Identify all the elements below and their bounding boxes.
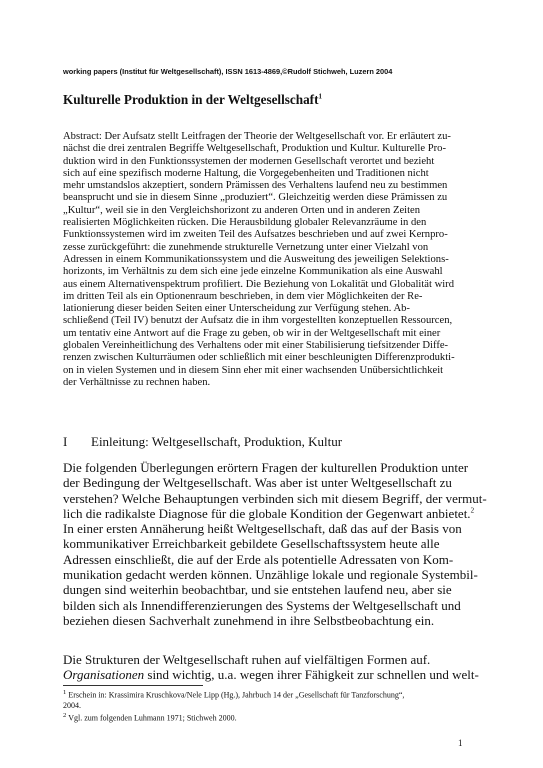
paragraph-1-line (63, 475, 481, 490)
abstract-line: Abstract: Der Aufsatz stellt Leitfragen der Theorie der Weltgesellschaft vor. Er erläutert zu- (63, 131, 451, 142)
footnote-1-text: Erschein in: Krassimira Kruschkova/Nele Lipp (Hg.), Jahrbuch 14 der „Gesellschaft für Tanzforschung“, (68, 690, 405, 700)
abstract-line: on in vielen Systemen und in diesem Sinn eher mit einer wachsenden Unübersichtlichkeit (63, 364, 444, 376)
title-text: Kulturelle Produktion in der Weltgesellschaft (63, 92, 319, 107)
paragraph-1-line-text: In einer ersten Annäherung heißt Weltgesellschaft, daß das auf der Basis von (63, 521, 462, 537)
abstract-line: horizonts, im Verhältnis zu dem sich eine jede einzelne Kommunikation als eine Auswahl (63, 266, 443, 278)
paragraph-1-line-text: Die folgenden Überlegungen erörtern Fragen der kulturellen Produktion unter (63, 460, 469, 475)
paragraph-1-line-text: lich die radikalste Diagnose für die globale Kondition der Gegenwart anbietet. (63, 505, 471, 521)
abstract (63, 131, 481, 389)
paragraph-1-line-text: der Bedingung der Weltgesellschaft. Was aber ist unter Weltgesellschaft zu (63, 475, 452, 491)
footnote-2-text: Vgl. zum folgenden Luhmann 1971; Stichweh 2000. (68, 713, 237, 723)
paragraph-1-line-text: munikation gedacht werden können. Unzählige lokale und regionale Systembil- (63, 567, 478, 583)
paragraph-1-line (63, 552, 481, 567)
paper-title (63, 92, 322, 108)
paragraph-1-line (63, 582, 481, 597)
abstract-line: nächst die drei zentralen Begriffe Weltgesellschaft, Produktion und Kultur. Kulturelle Pro- (63, 143, 446, 155)
abstract-line: duktion wird in den Funktionssystemen der modernen Gesellschaft verortet und bezieht (63, 155, 435, 167)
paragraph-1-line (63, 536, 481, 551)
paragraph-1-line-text: beziehen diesen Sachverhalt zunehmend in ihre Selbstbeobachtung ein. (63, 612, 435, 628)
paragraph-1-line-text: bilden sich als Innendifferenzierungen des Systems der Weltgesellschaft und (63, 597, 461, 613)
footnote-1-number: 1 (63, 689, 67, 696)
abstract-line: im dritten Teil als ein Optionenraum beschrieben, in dem vier Möglichkeiten der Re- (63, 290, 423, 302)
abstract-line: aus einem Alternativenspektrum profiliert. Die Beziehung von Lokalität und Globalität wird (63, 278, 454, 290)
abstract-line: beansprucht und sie in diesem Sinne „produziert“. Gleichzeitig werden diese Prämissen zu (63, 192, 448, 204)
emphasis-organisationen: Organisationen (63, 667, 145, 683)
abstract-line: „Kultur“, weil sie in den Vergleichshorizont zu anderen Orten und in anderen Zeiten (63, 204, 421, 216)
paragraph-2 (63, 652, 481, 683)
paragraph-1-line (63, 490, 487, 506)
paragraph-1-line (63, 567, 481, 582)
paragraph-2-line: Die Strukturen der Weltgesellschaft ruhen auf vielfältigen Formen auf. (63, 652, 431, 667)
paragraph-1-line-text: verstehen? Welche Behauptungen verbinden sich mit diesem Begriff, der vermut- (63, 490, 487, 506)
abstract-line: um tentativ eine Antwort auf die Frage zu geben, ob wir in der Weltgesellschaft mit einer (63, 327, 441, 339)
abstract-line: Adressen in einem Kommunikationssystem und die Ausweitung des jeweiligen Selektions- (63, 253, 449, 265)
abstract-line: zesse zurückgeführt: die zunehmende strukturelle Vernetzung unter einer Vielzahl von (63, 241, 429, 253)
paragraph-1-line (63, 506, 481, 521)
section-heading (63, 434, 342, 450)
paragraph-1 (63, 460, 487, 628)
paragraph-1-line-text: dungen sind weiterhin beobachtbar, und sie entstehen laufend neu, aber sie (63, 582, 452, 598)
abstract-line: lationierung dieser beiden Seiten einer Unterscheidung zur Verfügung stehen. Ab- (63, 303, 410, 315)
paragraph-1-line-text: kommunikativer Erreichbarkeit gebildete Gesellschaftssystem heute alle (63, 536, 440, 552)
abstract-line: globalen Vereinheitlichung des Verhaltens oder mit einer Stabilisierung tiefsitzender Diffe- (63, 340, 449, 352)
abstract-line: mehr umstandslos akzeptiert, sondern Prämissen des Verhaltens laufend neu zu bestimmen (63, 180, 448, 192)
running-header: working papers (Institut für Weltgesellschaft), ISSN 1613-4869,©Rudolf Stichweh, Luzern 2004 (63, 67, 393, 76)
section-title: Einleitung: Weltgesellschaft, Produktion, Kultur (91, 434, 343, 449)
abstract-line: realisierten Möglichkeiten rücken. Die Herausbildung globaler Relevanzräume in den (63, 217, 427, 229)
abstract-line: renzen zwischen Kulturräumen oder schließlich mit einer beschleunigten Differenzprodukti- (63, 352, 455, 364)
footnote-2 (63, 711, 483, 724)
page-number: 1 (458, 738, 463, 748)
section-number: I (63, 434, 68, 449)
footnote-marker-2: 2 (470, 506, 475, 515)
paragraph-2-line (63, 667, 481, 682)
abstract-line: Funktionssystemen wird im zweiten Teil des Aufsatzes beschrieben und auf zwei Kernpro- (63, 229, 448, 241)
abstract-line: schließend (Teil IV) benutzt der Aufsatz die in ihm vorgestellten konzeptuellen Ressourcen, (63, 315, 453, 327)
abstract-line: sich auf eine spezifisch moderne Haltung, die Vorgegebenheiten und Traditionen nicht (63, 167, 429, 179)
paragraph-2-line-rest: sind wichtig, u.a. wegen ihrer Fähigkeit zur schnellen und welt- (144, 667, 479, 683)
paragraph-1-line (63, 460, 481, 475)
paragraph-1-line (63, 613, 481, 628)
paragraph-1-line (63, 598, 481, 613)
footnote-2-number: 2 (63, 711, 67, 719)
paragraph-1-line-text: Adressen einschließt, die auf der Erde als potentielle Adressaten von Kom- (63, 551, 454, 567)
title-footnote-marker: 1 (318, 92, 322, 101)
footnotes (63, 688, 483, 723)
paragraph-1-line (63, 521, 481, 536)
abstract-line: der Verhältnisse zu rechnen haben. (63, 376, 211, 388)
footnote-1-cont: 2004. (63, 700, 81, 710)
footnote-1 (63, 688, 483, 701)
footnote-separator (63, 685, 203, 686)
